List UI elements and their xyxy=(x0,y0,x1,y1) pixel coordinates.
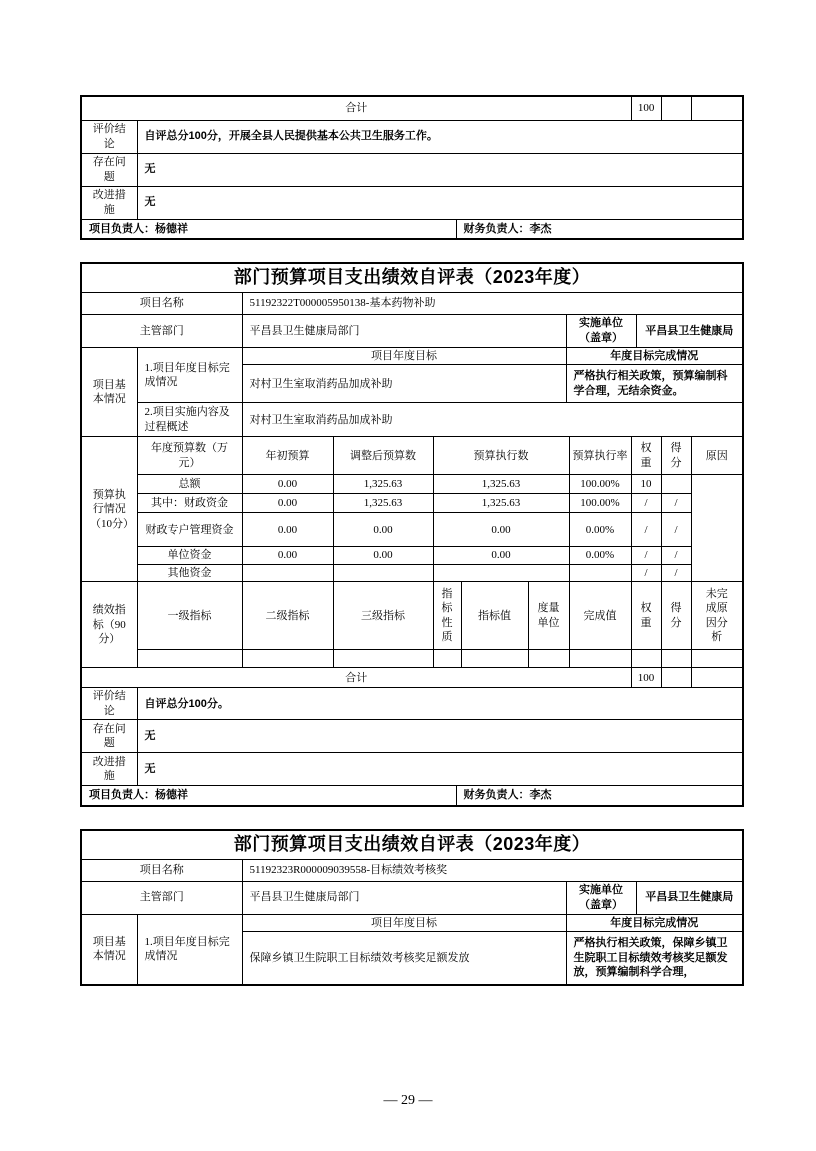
budget-header: 预算执行数 xyxy=(433,437,569,475)
budget-header: 年度预算数（万元） xyxy=(137,437,242,475)
budget-cell: 单位资金 xyxy=(137,547,242,565)
measures-text: 无 xyxy=(137,186,743,219)
budget-weight-cell: / xyxy=(631,547,661,565)
finance-manager: 财务负责人：李杰 xyxy=(456,219,743,239)
item2-value: 对村卫生室取消药品加成补助 xyxy=(242,403,743,437)
goal-header: 项目年度目标 xyxy=(242,914,566,932)
project-name-value: 51192323R000009039558-目标绩效考核奖 xyxy=(242,859,743,881)
page-number: — 29 — xyxy=(383,1093,433,1108)
impl-unit-value: 平昌县卫生健康局 xyxy=(636,881,743,914)
total-reason-empty-cell xyxy=(691,668,743,688)
basic-info-label: 项目基本情况 xyxy=(81,347,137,437)
item2-label: 2.项目实施内容及过程概述 xyxy=(137,403,242,437)
indicator-header: 完成值 xyxy=(569,582,631,650)
budget-weight-cell: / xyxy=(631,513,661,547)
budget-cell: 总额 xyxy=(137,475,242,494)
goal-text: 保障乡镇卫生院职工目标绩效考核奖足额发放 xyxy=(242,932,566,985)
total-weight-value: 100 xyxy=(631,668,661,688)
item1-label: 1.项目年度目标完成情况 xyxy=(137,347,242,403)
impl-unit-value: 平昌县卫生健康局 xyxy=(636,314,743,347)
budget-cell: 0.00 xyxy=(433,547,569,565)
self-eval-table-3 xyxy=(80,829,744,986)
budget-cell: 其中：财政资金 xyxy=(137,494,242,513)
budget-weight-cell: 10 xyxy=(631,475,661,494)
total-weight-value: 100 xyxy=(631,96,661,120)
total-row-label: 合计 xyxy=(81,96,631,120)
indicator-empty-cell xyxy=(569,650,631,668)
goal-text: 对村卫生室取消药品加成补助 xyxy=(242,365,566,403)
indicator-empty-cell xyxy=(137,650,242,668)
indicator-empty-cell xyxy=(333,650,433,668)
budget-cell: 1,325.63 xyxy=(333,475,433,494)
conclusion-label: 评价结论 xyxy=(81,688,137,720)
problems-label: 存在问题 xyxy=(81,720,137,753)
budget-cell: 0.00% xyxy=(569,547,631,565)
project-manager: 项目负责人：杨德祥 xyxy=(81,219,456,239)
budget-reason-merged-cell xyxy=(691,475,743,582)
budget-cell xyxy=(242,564,333,582)
measures-text: 无 xyxy=(137,753,743,786)
budget-cell: 0.00 xyxy=(433,513,569,547)
total-reason-empty-cell xyxy=(691,96,743,120)
budget-score-cell: / xyxy=(661,494,691,513)
indicator-empty-cell xyxy=(661,650,691,668)
conclusion-text: 自评总分100分，开展全县人民提供基本公共卫生服务工作。 xyxy=(137,120,743,153)
total-score-empty-cell xyxy=(661,668,691,688)
self-eval-table-2 xyxy=(80,262,744,807)
budget-cell: 0.00 xyxy=(242,475,333,494)
impl-unit-label: 实施单位（盖章） xyxy=(566,314,636,347)
budget-cell: 100.00% xyxy=(569,494,631,513)
project-name-label: 项目名称 xyxy=(81,292,242,314)
total-score-empty-cell xyxy=(661,96,691,120)
dept-label: 主管部门 xyxy=(81,314,242,347)
dept-value: 平昌县卫生健康局部门 xyxy=(242,314,566,347)
budget-cell xyxy=(569,564,631,582)
budget-cell xyxy=(333,564,433,582)
indicator-header: 二级指标 xyxy=(242,582,333,650)
indicator-empty-cell xyxy=(691,650,743,668)
project-name-label: 项目名称 xyxy=(81,859,242,881)
problems-text: 无 xyxy=(137,720,743,753)
budget-header: 调整后预算数 xyxy=(333,437,433,475)
budget-cell: 1,325.63 xyxy=(333,494,433,513)
indicator-empty-cell xyxy=(631,650,661,668)
budget-cell: 0.00% xyxy=(569,513,631,547)
finance-manager: 财务负责人：李杰 xyxy=(456,786,743,806)
goal-header: 项目年度目标 xyxy=(242,347,566,365)
budget-cell: 1,325.63 xyxy=(433,475,569,494)
budget-header: 得分 xyxy=(661,437,691,475)
indicator-header: 指标值 xyxy=(461,582,528,650)
problems-text: 无 xyxy=(137,153,743,186)
budget-cell: 0.00 xyxy=(333,547,433,565)
impl-unit-label: 实施单位（盖章） xyxy=(566,881,636,914)
dept-value: 平昌县卫生健康局部门 xyxy=(242,881,566,914)
budget-score-cell: / xyxy=(661,513,691,547)
budget-cell: 0.00 xyxy=(333,513,433,547)
indicator-empty-cell xyxy=(242,650,333,668)
indicator-section-label: 绩效指标（90分） xyxy=(81,582,137,668)
self-eval-table-1-tail xyxy=(80,95,744,240)
budget-cell: 0.00 xyxy=(242,513,333,547)
problems-label: 存在问题 xyxy=(81,153,137,186)
indicator-header: 指标性质 xyxy=(433,582,461,650)
project-name-value: 51192322T000005950138-基本药物补助 xyxy=(242,292,743,314)
completion-header: 年度目标完成情况 xyxy=(566,347,743,365)
budget-section-label: 预算执行情况（10分） xyxy=(81,437,137,582)
measures-label: 改进措施 xyxy=(81,186,137,219)
budget-weight-cell: / xyxy=(631,494,661,513)
budget-score-cell: / xyxy=(661,564,691,582)
completion-header: 年度目标完成情况 xyxy=(566,914,743,932)
indicator-header: 一级指标 xyxy=(137,582,242,650)
total-row-label: 合计 xyxy=(81,668,631,688)
completion-text: 严格执行相关政策，预算编制科学合理，无结余资金。 xyxy=(566,365,743,403)
indicator-header: 得分 xyxy=(661,582,691,650)
conclusion-label: 评价结论 xyxy=(81,120,137,153)
indicator-empty-cell xyxy=(433,650,461,668)
document-page xyxy=(0,95,816,1151)
budget-cell: 其他资金 xyxy=(137,564,242,582)
indicator-header: 三级指标 xyxy=(333,582,433,650)
budget-header: 预算执行率 xyxy=(569,437,631,475)
budget-cell: 100.00% xyxy=(569,475,631,494)
measures-label: 改进措施 xyxy=(81,753,137,786)
indicator-empty-cell xyxy=(528,650,569,668)
conclusion-text: 自评总分100分。 xyxy=(137,688,743,720)
budget-cell xyxy=(433,564,569,582)
form-title: 部门预算项目支出绩效自评表（2023年度） xyxy=(81,830,743,859)
budget-header: 权重 xyxy=(631,437,661,475)
budget-cell: 1,325.63 xyxy=(433,494,569,513)
indicator-empty-cell xyxy=(461,650,528,668)
budget-cell: 0.00 xyxy=(242,494,333,513)
budget-header: 原因 xyxy=(691,437,743,475)
basic-info-label: 项目基本情况 xyxy=(81,914,137,985)
budget-score-cell: / xyxy=(661,547,691,565)
budget-weight-cell: / xyxy=(631,564,661,582)
indicator-header: 未完成原因分析 xyxy=(691,582,743,650)
project-manager: 项目负责人：杨德祥 xyxy=(81,786,456,806)
budget-cell: 财政专户管理资金 xyxy=(137,513,242,547)
completion-text: 严格执行相关政策，保障乡镇卫生院职工目标绩效考核奖足额发放，预算编制科学合理， xyxy=(566,932,743,985)
budget-header: 年初预算 xyxy=(242,437,333,475)
dept-label: 主管部门 xyxy=(81,881,242,914)
budget-score-cell xyxy=(661,475,691,494)
budget-cell: 0.00 xyxy=(242,547,333,565)
indicator-header: 度量单位 xyxy=(528,582,569,650)
item1-label: 1.项目年度目标完成情况 xyxy=(137,914,242,985)
form-title: 部门预算项目支出绩效自评表（2023年度） xyxy=(81,263,743,292)
indicator-header: 权重 xyxy=(631,582,661,650)
